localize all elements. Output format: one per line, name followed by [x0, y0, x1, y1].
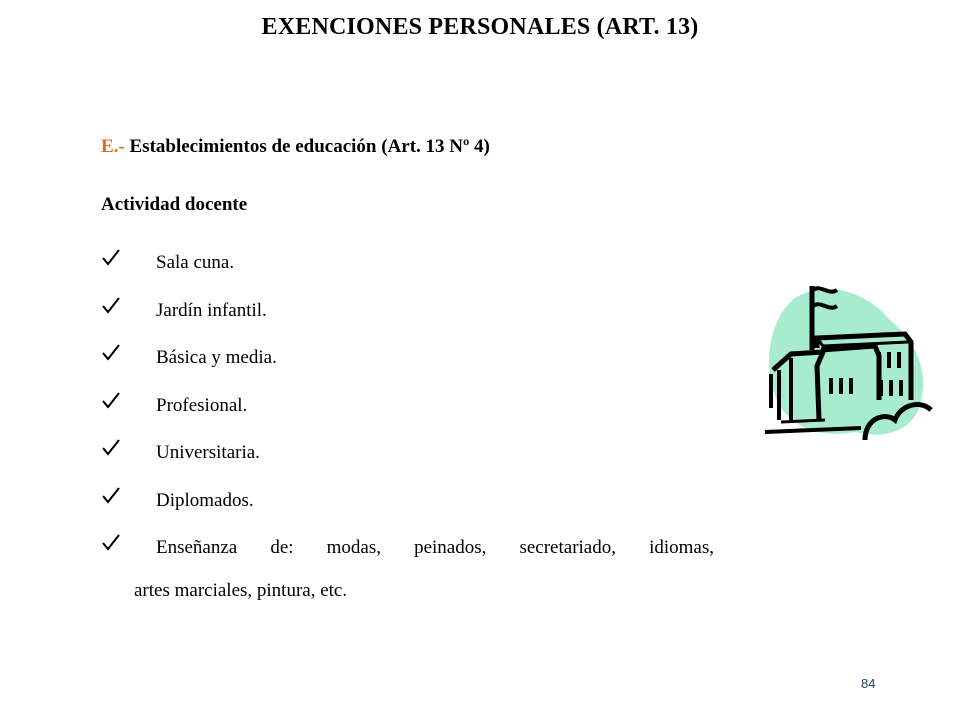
subtitle-text: Establecimientos de educación (Art. 13 Nº 4)	[124, 136, 490, 157]
list-item	[101, 389, 721, 437]
checkmark-icon	[101, 343, 121, 363]
education-list	[101, 246, 721, 579]
subtitle	[101, 136, 490, 158]
list-item	[101, 531, 721, 579]
list-item-text: Sala cuna.	[156, 252, 235, 273]
list-item-text: Básica y media.	[156, 347, 277, 368]
section-heading: Actividad docente	[101, 194, 248, 215]
subtitle-prefix: E.-	[101, 136, 125, 157]
checkmark-icon	[101, 296, 121, 316]
page-number: 84	[861, 676, 876, 691]
list-item-text: Profesional.	[156, 394, 248, 416]
checkmark-icon	[101, 533, 121, 553]
checkmark-icon	[101, 486, 121, 506]
school-building-icon	[755, 280, 935, 440]
checkmark-icon	[101, 438, 121, 458]
list-item	[101, 294, 721, 342]
checkmark-icon	[101, 248, 121, 268]
list-item-text: Enseñanza de: modas, peinados, secretariado, idiomas,	[156, 537, 714, 558]
list-item	[101, 484, 721, 532]
list-item-continuation: artes marciales, pintura, etc.	[134, 580, 348, 601]
list-item-text: Diplomados.	[156, 489, 254, 511]
list-item-text: Universitaria.	[156, 442, 260, 463]
list-item	[101, 341, 721, 389]
list-item-text: Jardín infantil.	[156, 299, 267, 321]
list-item	[101, 246, 721, 294]
slide-title: EXENCIONES PERSONALES (ART. 13)	[261, 14, 699, 40]
checkmark-icon	[101, 391, 121, 411]
list-item	[101, 436, 721, 484]
